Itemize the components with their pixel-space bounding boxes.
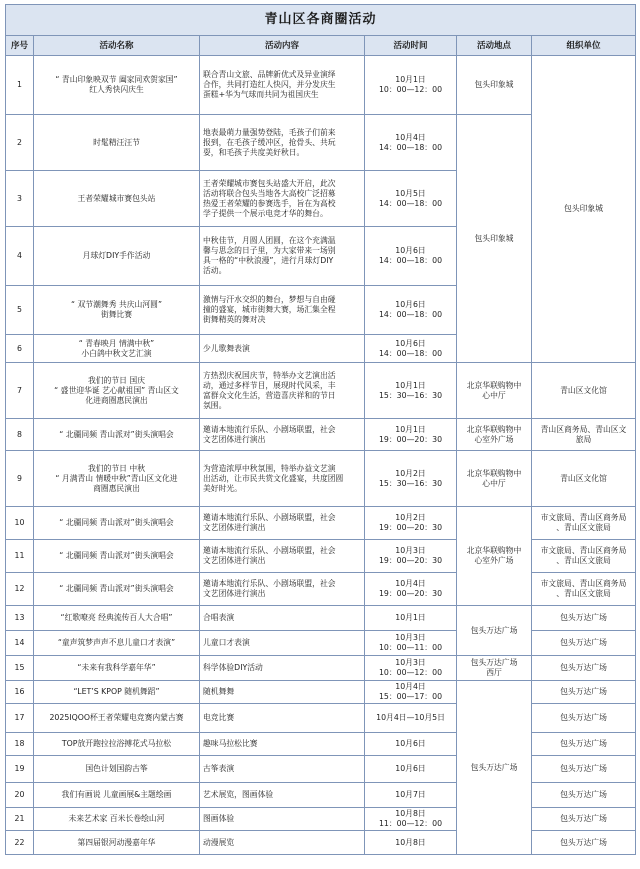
activity-time-line: 15：30—16：30: [378, 390, 443, 400]
activity-time: [365, 227, 457, 286]
activity-content: [200, 171, 365, 227]
activity-name: [34, 507, 200, 540]
row-number: 18: [6, 733, 34, 756]
header-name: 活动名称: [34, 36, 200, 56]
activity-time-line: 10月5日: [395, 188, 426, 198]
activity-name: [34, 227, 200, 286]
activity-name-line: “未来有我科学嘉年华”: [77, 663, 156, 672]
activity-name-line: 月球灯DIY手作活动: [82, 251, 151, 260]
activity-location: [457, 363, 532, 419]
activity-content-line: 耍，和毛孩子共度美好秋日。: [203, 147, 305, 157]
table-row: [6, 656, 636, 681]
activity-time: [365, 573, 457, 606]
row-number: 3: [6, 171, 34, 227]
organizer-line: 青山区文化馆: [560, 385, 607, 395]
activity-location: [457, 681, 532, 855]
activity-time-line: 10月6日: [395, 764, 426, 773]
activity-time: [365, 756, 457, 783]
activity-location: [457, 115, 532, 363]
activity-location-line: 北京华联购物中: [466, 468, 522, 478]
activity-content: [200, 115, 365, 171]
activity-content-line: 儿童口才表演: [203, 638, 250, 647]
activity-time-line: 10月1日: [395, 424, 426, 434]
organizer-line: 包头万达广场: [560, 739, 607, 748]
activity-time-line: 15：00—17：00: [378, 692, 443, 701]
organizer-line: 旅局: [575, 434, 592, 444]
activity-time-line: 10月6日: [395, 739, 426, 748]
activity-content-line: 电竞比赛: [203, 713, 235, 722]
row-number: 19: [6, 756, 34, 783]
activity-content-line: 出活动，让市民共赏文化盛宴，共度团圆: [203, 473, 344, 483]
organizer: [532, 656, 636, 681]
activity-time-line: 14：00—18：00: [378, 310, 443, 319]
organizer-line: 、青山区文旅局: [556, 589, 611, 598]
organizer: [532, 507, 636, 540]
activity-name-line: TOP放开跑拉拉浴搏花式马拉松: [61, 739, 172, 748]
organizer-line: 包头万达广场: [560, 687, 607, 696]
activity-content: [200, 704, 365, 733]
activity-time-line: 10月3日: [395, 546, 426, 555]
activity-name: [34, 681, 200, 704]
row-number: 7: [6, 363, 34, 419]
table-row: [6, 540, 636, 573]
activity-name-line: 化进商圈惠民演出: [85, 395, 148, 405]
header-location: 活动地点: [457, 36, 532, 56]
activity-location-line: 包头印象城: [474, 233, 514, 243]
header-row: [6, 36, 636, 56]
activity-content: [200, 227, 365, 286]
activity-time: [365, 56, 457, 115]
activity-time: [365, 704, 457, 733]
row-number: 14: [6, 631, 34, 656]
activity-content-line: 随机舞舞: [203, 687, 235, 696]
activity-name: [34, 171, 200, 227]
organizer-line: 包头万达广场: [560, 638, 607, 647]
activity-time-line: 10月4日: [395, 579, 426, 588]
organizer-line: 包头万达广场: [560, 814, 607, 823]
activity-location: [457, 419, 532, 451]
activity-content-line: 馨与思念的日子里，为大家带来一场别: [203, 246, 336, 255]
activity-content-line: 活动将联合包头当地各大高校广泛招募: [203, 188, 336, 198]
activity-table: [5, 4, 636, 855]
organizer-line: 市文旅局、青山区商务局: [540, 546, 627, 555]
table-row: [6, 451, 636, 507]
organizer-line: 市文旅局、青山区商务局: [540, 513, 627, 522]
table-row: [6, 681, 636, 704]
activity-content-line: 地表最萌力量强势登陆，毛孩子们前来: [203, 127, 336, 137]
activity-time-line: 14：00—18：00: [378, 198, 443, 208]
activity-name-line: 我们有画说 儿童画展&主题绘画: [61, 790, 172, 799]
activity-time: [365, 606, 457, 631]
activity-time-line: 10月8日: [395, 837, 426, 847]
activity-name-line: 未来艺术家 百米长卷绘山河: [68, 814, 165, 823]
activity-name: [34, 631, 200, 656]
activity-name-line: 2025IQOO杯王者荣耀电竞赛内蒙古赛: [49, 713, 184, 722]
organizer: [532, 419, 636, 451]
activity-content: [200, 56, 365, 115]
activity-name-line: “ 月满青山 情暖中秋”青山区文化进: [55, 473, 178, 483]
activity-content-line: 具一格的“中秋浪漫”，进行月球灯DIY: [203, 256, 334, 265]
table-row: [6, 507, 636, 540]
organizer-line: 包头万达广场: [560, 764, 607, 773]
activity-name-line: “ 盛世迎华诞 艺心献祖国” 青山区文: [54, 385, 179, 395]
header-organizer: 组织单位: [532, 36, 636, 56]
activity-content-line: 邀请本地流行乐队、小剧场联盟，社会: [203, 579, 336, 588]
activity-time: [365, 507, 457, 540]
activity-time: [365, 681, 457, 704]
organizer-line: 包头万达广场: [560, 790, 607, 799]
organizer: [532, 631, 636, 656]
activity-content-line: 文艺团体进行演出: [203, 556, 266, 565]
activity-content-line: 热爱王者荣耀的参赛选手，旨在为高校: [203, 198, 336, 208]
activity-name-line: 我们的节日 国庆: [87, 375, 146, 385]
row-number: 4: [6, 227, 34, 286]
activity-time-line: 10月3日: [395, 633, 426, 642]
row-number: 5: [6, 286, 34, 335]
activity-name-line: 商圈惠民演出: [93, 483, 140, 493]
activity-content: [200, 631, 365, 656]
activity-content-line: 活动。: [203, 266, 227, 275]
organizer-line: 、青山区文旅局: [556, 556, 611, 565]
activity-name-line: “ 北疆同频 青山派对”街头演唱会: [59, 584, 174, 593]
activity-content: [200, 419, 365, 451]
activity-content-line: 邀请本地流行乐队、小剧场联盟，社会: [203, 546, 336, 555]
activity-location-line: 包头万达广场: [470, 658, 518, 667]
activity-time-line: 10月4日: [395, 132, 426, 142]
activity-content-line: 古筝表演: [203, 764, 235, 773]
row-number: 15: [6, 656, 34, 681]
activity-name-line: 我们的节日 中秋: [87, 463, 146, 473]
table-row: [6, 808, 636, 831]
activity-time-line: 10月1日: [395, 613, 426, 622]
activity-time-line: 19：00—20：30: [378, 556, 443, 565]
activity-name-line: “ 北疆同频 青山派对”街头演唱会: [59, 429, 174, 439]
row-number: 6: [6, 335, 34, 363]
activity-time: [365, 783, 457, 808]
organizer: [532, 808, 636, 831]
activity-content: [200, 681, 365, 704]
activity-name: [34, 419, 200, 451]
activity-content-line: 合唱表演: [203, 613, 235, 622]
activity-name: [34, 831, 200, 855]
activity-content: [200, 656, 365, 681]
activity-location-line: 包头万达广场: [470, 762, 518, 772]
activity-location-line: 包头万达广场: [470, 625, 518, 635]
activity-time: [365, 419, 457, 451]
activity-name-line: 国色计划国韵古筝: [85, 764, 148, 773]
activity-time: [365, 631, 457, 656]
organizer-line: 包头万达广场: [560, 837, 607, 847]
organizer-line: 青山区商务局、青山区文: [540, 424, 627, 434]
row-number: 12: [6, 573, 34, 606]
activity-content: [200, 808, 365, 831]
table-row: [6, 419, 636, 451]
activity-time-line: 10月4日—10月5日: [376, 713, 445, 722]
activity-name: [34, 783, 200, 808]
activity-content-line: 方热烈庆祝国庆节，特举办文艺演出活: [203, 370, 336, 380]
activity-content-line: 美好时光。: [203, 483, 242, 493]
activity-content: [200, 540, 365, 573]
activity-content: [200, 335, 365, 363]
activity-time-line: 14：00—18：00: [378, 256, 443, 265]
header-num: 序号: [6, 36, 34, 56]
activity-content-line: 街舞精英的舞对决: [203, 315, 266, 324]
activity-time-line: 10月8日: [395, 809, 426, 818]
activity-content-line: 邀请本地流行乐队、小剧场联盟，社会: [203, 513, 336, 522]
activity-name: [34, 606, 200, 631]
activity-content-line: 蛋糕+华为气球而共同为祖国庆生: [203, 90, 319, 99]
activity-content-line: 邀请本地流行乐队、小剧场联盟，社会: [203, 424, 336, 434]
activity-content-line: 激情与汗水交织的舞台，梦想与自由碰: [203, 295, 336, 304]
activity-location: [457, 56, 532, 115]
activity-location: [457, 656, 532, 681]
activity-time-line: 10：00—12：00: [378, 668, 443, 677]
activity-location-line: 西厅: [486, 668, 502, 677]
activity-content-line: 氛围。: [203, 400, 227, 410]
activity-content: [200, 756, 365, 783]
activity-name: [34, 363, 200, 419]
activity-time: [365, 286, 457, 335]
activity-content-line: 文艺团体进行演出: [203, 434, 266, 444]
activity-time-line: 10月2日: [395, 468, 426, 478]
activity-name-line: 第四届银河动漫嘉年华: [77, 837, 156, 847]
activity-time-line: 10：00—12：00: [378, 85, 443, 94]
organizer: [532, 704, 636, 733]
table-row: [6, 606, 636, 631]
activity-time-line: 10月6日: [395, 338, 426, 348]
activity-content: [200, 783, 365, 808]
activity-name: [34, 286, 200, 335]
activity-content: [200, 451, 365, 507]
row-number: 20: [6, 783, 34, 808]
activity-content-line: 合作，共同打造红人快闪，并分发庆生: [203, 80, 336, 89]
activity-time: [365, 733, 457, 756]
organizer: [532, 606, 636, 631]
activity-content: [200, 733, 365, 756]
activity-time-line: 10月1日: [395, 380, 426, 390]
activity-content-line: 文艺团体进行演出: [203, 589, 266, 598]
row-number: 17: [6, 704, 34, 733]
activity-time-line: 10月6日: [395, 300, 426, 309]
table-row: [6, 756, 636, 783]
activity-name-line: “ 青山印象映双节 阖家同欢贺家国”: [55, 75, 178, 84]
table-row: [6, 363, 636, 419]
organizer-line: 包头印象城: [564, 204, 604, 213]
activity-name: [34, 756, 200, 783]
activity-name-line: “童声筑梦声声不息儿童口才表演”: [57, 638, 176, 647]
activity-location-line: 心中厅: [482, 478, 506, 488]
activity-content-line: 艺术展览，图画体验: [203, 790, 274, 799]
activity-content: [200, 507, 365, 540]
activity-name-line: 小白鸽中秋文艺汇演: [81, 348, 152, 358]
activity-time: [365, 540, 457, 573]
activity-location-line: 包头印象城: [474, 80, 514, 89]
activity-time-line: 11：00—12：00: [378, 819, 443, 828]
activity-name: [34, 335, 200, 363]
activity-content-line: 科学体验DIY活动: [203, 663, 263, 672]
activity-content-line: 图画体验: [203, 814, 235, 823]
activity-location: [457, 606, 532, 656]
organizer: [532, 56, 636, 363]
activity-time-line: 10月2日: [395, 513, 426, 522]
activity-content-line: 中秋佳节，月圆人团圆，在这个充满温: [203, 236, 336, 245]
organizer: [532, 451, 636, 507]
activity-name-line: “ 北疆同频 青山派对”街头演唱会: [59, 518, 174, 527]
activity-content: [200, 286, 365, 335]
activity-name-line: “ 双节潮舞秀 共庆山河圆”: [70, 300, 162, 309]
activity-location-line: 北京华联购物中: [466, 380, 522, 390]
activity-time: [365, 656, 457, 681]
activity-name: [34, 704, 200, 733]
organizer-line: 市文旅局、青山区商务局: [540, 579, 627, 588]
row-number: 22: [6, 831, 34, 855]
header-content: 活动内容: [200, 36, 365, 56]
activity-name: [34, 451, 200, 507]
activity-time-line: 19：00—20：30: [378, 434, 443, 444]
organizer-line: 、青山区文旅局: [556, 523, 611, 532]
row-number: 8: [6, 419, 34, 451]
activity-name: [34, 656, 200, 681]
table-row: [6, 733, 636, 756]
row-number: 11: [6, 540, 34, 573]
activity-name-line: 王者荣耀城市赛包头站: [77, 193, 156, 203]
row-number: 2: [6, 115, 34, 171]
activity-location-line: 心中厅: [482, 390, 506, 400]
activity-time-line: 19：00—20：30: [378, 589, 443, 598]
activity-content-line: 报到，在毛孩子缓冲区，抢骨头、共玩: [203, 137, 336, 147]
activity-name-line: 街舞比赛: [100, 310, 133, 319]
activity-time-line: 10：00—11：00: [378, 643, 443, 652]
row-number: 16: [6, 681, 34, 704]
organizer: [532, 783, 636, 808]
activity-name: [34, 115, 200, 171]
activity-content: [200, 573, 365, 606]
row-number: 13: [6, 606, 34, 631]
activity-time: [365, 363, 457, 419]
organizer: [532, 363, 636, 419]
header-time: 活动时间: [365, 36, 457, 56]
table-row: [6, 831, 636, 855]
organizer-line: 包头万达广场: [560, 613, 607, 622]
activity-time-line: 14：00—18：00: [378, 348, 443, 358]
activity-content-line: 动，通过多样节目，展现时代风采，丰: [203, 380, 336, 390]
activity-location-line: 北京华联购物中: [466, 546, 522, 555]
activity-time-line: 10月4日: [395, 682, 426, 691]
activity-time: [365, 171, 457, 227]
activity-content-line: 为营造浓厚中秋氛围，特举办益文艺演: [203, 463, 336, 473]
activity-location: [457, 451, 532, 507]
activity-content-line: 趣味马拉松比赛: [203, 739, 258, 748]
table-row: [6, 573, 636, 606]
activity-content-line: 富群众文化生活，营造喜庆祥和的节日: [203, 390, 336, 400]
activity-location: [457, 507, 532, 606]
activity-time: [365, 335, 457, 363]
activity-time: [365, 831, 457, 855]
activity-content-line: 学子提供一个展示电竞才华的舞台。: [203, 208, 328, 218]
activity-name-line: “LET’S KPOP 随机舞蹈”: [73, 687, 160, 696]
activity-content: [200, 606, 365, 631]
activity-time-line: 15：30—16：30: [378, 478, 443, 488]
organizer-line: 包头万达广场: [560, 713, 607, 722]
activity-name-line: 红人秀快闪庆生: [89, 85, 144, 94]
organizer: [532, 681, 636, 704]
organizer-line: 青山区文化馆: [560, 473, 607, 483]
activity-name: [34, 573, 200, 606]
activity-name: [34, 56, 200, 115]
organizer: [532, 540, 636, 573]
row-number: 10: [6, 507, 34, 540]
activity-content-line: 王者荣耀城市赛包头站盛大开启，此次: [203, 178, 336, 188]
activity-content-line: 文艺团体进行演出: [203, 523, 266, 532]
activity-content: [200, 831, 365, 855]
activity-name-line: 时髦精汪汪节: [93, 137, 140, 147]
table-row: [6, 631, 636, 656]
activity-name: [34, 733, 200, 756]
activity-time-line: 19：00—20：30: [378, 523, 443, 532]
row-number: 9: [6, 451, 34, 507]
activity-time-line: 14：00—18：00: [378, 142, 443, 152]
activity-content-line: 少儿歌舞表演: [203, 343, 250, 353]
activity-content: [200, 363, 365, 419]
activity-time-line: 10月6日: [395, 246, 426, 255]
organizer: [532, 756, 636, 783]
activity-time: [365, 808, 457, 831]
organizer: [532, 831, 636, 855]
activity-content-line: 撞的盛宴，城市街舞大赛，场汇集全程: [203, 305, 336, 314]
activity-time-line: 10月1日: [395, 75, 426, 84]
activity-time-line: 10月7日: [395, 790, 426, 799]
table-row: [6, 783, 636, 808]
activity-location-line: 心室外广场: [474, 434, 514, 444]
table-row: [6, 704, 636, 733]
activity-time-line: 10月3日: [395, 658, 426, 667]
activity-content-line: 动漫展览: [203, 837, 235, 847]
table-title: 青山区各商圈活动: [6, 5, 636, 36]
activity-name-line: “ 青春映月 情满中秋”: [78, 338, 155, 348]
activity-time: [365, 451, 457, 507]
organizer: [532, 733, 636, 756]
row-number: 1: [6, 56, 34, 115]
organizer-line: 包头万达广场: [560, 663, 607, 672]
row-number: 21: [6, 808, 34, 831]
activity-name-line: “ 北疆同频 青山派对”街头演唱会: [59, 551, 174, 560]
activity-content-line: 联合青山文旅、品牌新优式及异业演绎: [203, 70, 336, 79]
activity-name-line: “红歌嘹亮 经典流传百人大合唱”: [60, 613, 173, 622]
activity-location-line: 北京华联购物中: [466, 424, 522, 434]
activity-name: [34, 540, 200, 573]
table-row: [6, 56, 636, 115]
activity-location-line: 心室外广场: [474, 556, 514, 565]
activity-time: [365, 115, 457, 171]
organizer: [532, 573, 636, 606]
activity-name: [34, 808, 200, 831]
